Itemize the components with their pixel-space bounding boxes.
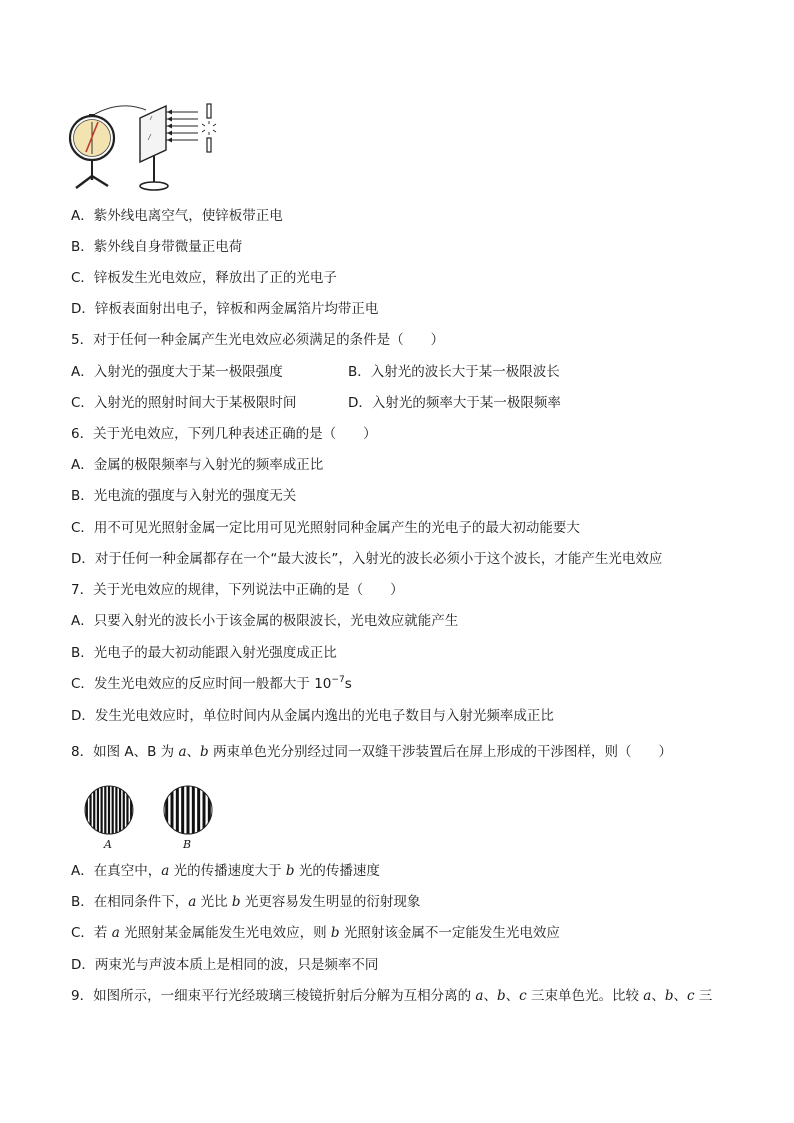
q6-option-a: A．金属的极限频率与入射光的频率成正比	[71, 457, 324, 473]
q8-a-mid: 光的传播速度大于	[169, 863, 286, 879]
q7-option-d: D．发生光电效应时，单位时间内从金属内逸出的光电子数目与入射光频率成正比	[71, 708, 554, 724]
q6-stem: 6．关于光电效应，下列几种表述正确的是（ ）	[71, 426, 377, 442]
q9-s1: 、	[483, 988, 497, 1004]
fringe-band	[112, 784, 114, 836]
fringe-band	[108, 784, 110, 836]
fringe-band	[192, 784, 195, 836]
q4-option-c: C．锌板发生光电效应，释放出了正的光电子	[71, 270, 337, 286]
figure-label-b: B	[183, 838, 192, 851]
q9-mid: 三束单色光。比较	[526, 988, 644, 1004]
fringe-band	[97, 784, 99, 836]
q9-var-b2: b	[664, 988, 674, 1004]
q9-s4: 、	[673, 988, 687, 1004]
q9-var-c2: c	[686, 988, 695, 1004]
fringe-band	[115, 784, 117, 836]
q7-option-c-text: C．发生光电效应的反应时间一般都大于 10	[71, 676, 332, 692]
q8-b-var-a: a	[188, 894, 197, 910]
q8-option-c	[71, 923, 560, 943]
q8-b-post: 光更容易发生明显的衍射现象	[240, 894, 421, 910]
figure-label-a: A	[104, 838, 112, 851]
q7-option-c	[71, 674, 352, 694]
q8-sep: 、	[186, 744, 201, 760]
q5-stem: 5．对于任何一种金属产生光电效应必须满足的条件是（ ）	[71, 332, 445, 348]
fringe-band	[126, 784, 128, 836]
q8-option-a	[71, 861, 380, 881]
q9-var-b: b	[496, 988, 506, 1004]
fringe-band	[86, 784, 88, 836]
q6-option-c: C．用不可见光照射金属一定比用可见光照射同种金属产生的光电子的最大初动能要大	[71, 520, 580, 536]
q8-a-var-b: b	[285, 863, 295, 879]
q8-stem-pre: 8．如图 A、B 为	[71, 744, 179, 760]
q7-option-c-exponent: −7	[331, 675, 345, 685]
q7-option-c-unit: s	[344, 676, 352, 692]
q8-c-post: 光照射该金属不一定能发生光电效应	[339, 925, 560, 941]
q8-stem	[71, 742, 672, 762]
q8-a-pre: A．在真空中，	[71, 863, 162, 879]
fringe-band	[176, 784, 179, 836]
fringe-band	[130, 784, 132, 836]
q8-b-pre: B．在相同条件下，	[71, 894, 189, 910]
q8-option-d: D．两束光与声波本质上是相同的波，只是频率不同	[71, 957, 379, 973]
q7-stem: 7．关于光电效应的规律，下列说法中正确的是（ ）	[71, 582, 404, 598]
q9-var-a2: a	[643, 988, 652, 1004]
q7-option-a: A．只要入射光的波长小于该金属的极限波长，光电效应就能产生	[71, 613, 459, 629]
q8-var-b: b	[200, 744, 209, 760]
fringe-band	[187, 784, 190, 836]
q6-option-b: B．光电流的强度与入射光的强度无关	[71, 488, 297, 504]
q5-option-d: D．入射光的频率大于某一极限频率	[348, 395, 561, 411]
electroscope-figure	[66, 98, 226, 194]
fringe-band	[104, 784, 106, 836]
fringe-band	[119, 784, 121, 836]
fringe-band	[89, 784, 91, 836]
q9-stem	[71, 986, 712, 1006]
q9-s2: 、	[505, 988, 520, 1004]
q7-option-b: B．光电子的最大初动能跟入射光强度成正比	[71, 645, 337, 661]
q4-option-b: B．紫外线自身带微量正电荷	[71, 239, 243, 255]
q8-option-b	[71, 892, 420, 912]
q8-a-post: 光的传播速度	[294, 863, 380, 879]
q8-stem-post: 两束单色光分别经过同一双缝干涉装置后在屏上形成的干涉图样，则（ ）	[208, 744, 672, 760]
q9-var-a: a	[475, 988, 484, 1004]
q5-option-a: A．入射光的强度大于某一极限强度	[71, 364, 283, 380]
q8-c-var-b: b	[330, 925, 340, 941]
interference-figure	[80, 780, 220, 852]
q5-option-b: B．入射光的波长大于某一极限波长	[348, 364, 560, 380]
q9-var-c: c	[519, 988, 527, 1004]
fringe-band	[165, 784, 168, 836]
fringe-band	[181, 784, 184, 836]
q8-b-mid: 光比	[196, 894, 232, 910]
q8-c-pre: C．若	[71, 925, 112, 941]
q5-option-c: C．入射光的照射时间大于某极限时间	[71, 395, 297, 411]
q8-c-var-a: a	[111, 925, 120, 941]
q9-end: 三	[694, 988, 713, 1004]
q6-option-d: D．对于任何一种金属都存在一个“最大波长”，入射光的波长必须小于这个波长，才能产生光电效应	[71, 551, 663, 567]
fringe-band	[208, 784, 211, 836]
q8-a-var-a: a	[161, 863, 170, 879]
q9-s3: 、	[651, 988, 665, 1004]
q8-c-mid: 光照射某金属能发生光电效应，则	[119, 925, 331, 941]
q8-var-a: a	[178, 744, 187, 760]
fringe-band	[197, 784, 200, 836]
q9-pre: 9．如图所示，一细束平行光经玻璃三棱镜折射后分解为互相分离的	[71, 988, 476, 1004]
fringe-band	[101, 784, 103, 836]
q8-b-var-b: b	[231, 894, 241, 910]
q4-option-d: D．锌板表面射出电子，锌板和两金属箔片均带正电	[71, 301, 379, 317]
q4-option-a: A．紫外线电离空气，使锌板带正电	[71, 208, 283, 224]
